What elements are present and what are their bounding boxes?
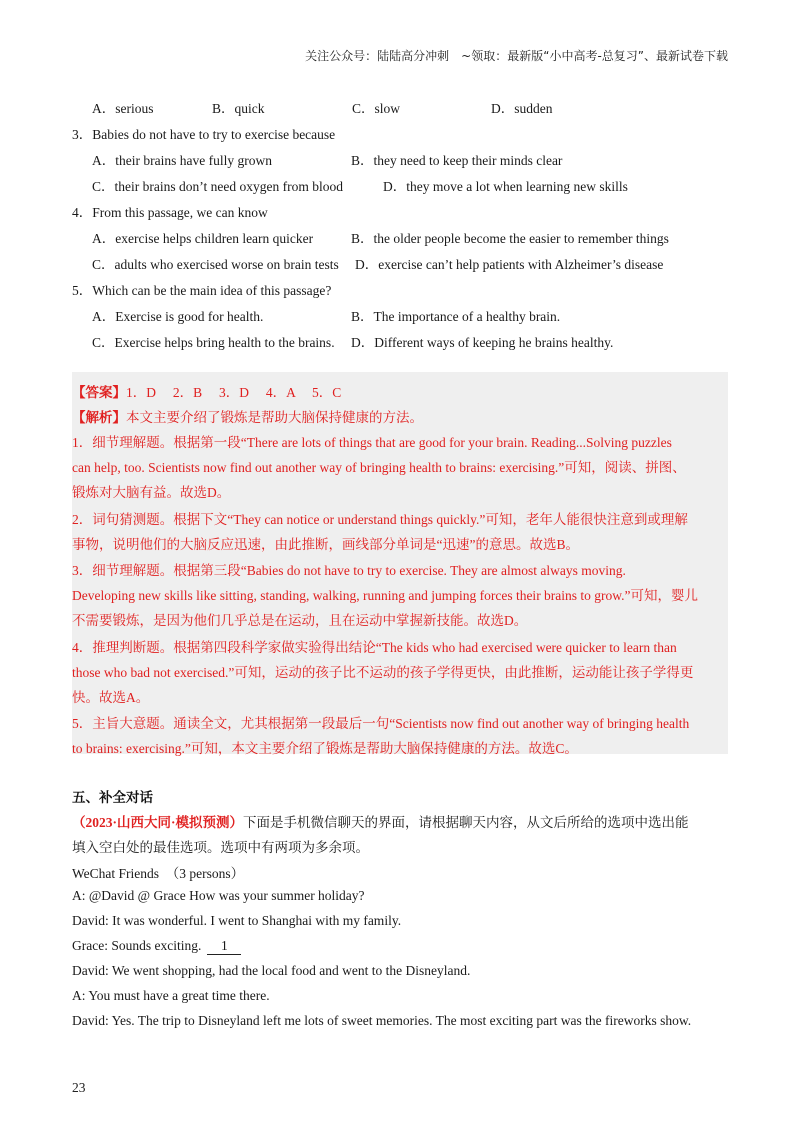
dialogue-line-4: David: We went shopping, had the local food and went to the Disneyland.	[72, 963, 471, 978]
q2-option-d: D．sudden	[491, 101, 553, 116]
q4-option-a: A．exercise helps children learn quicker	[92, 231, 314, 246]
q5-option-b: B．The importance of a healthy brain.	[351, 309, 561, 324]
dialogue-line-5: A: You must have a great time there.	[72, 988, 270, 1003]
q2-option-b: B．quick	[212, 101, 265, 116]
page-number: 23	[72, 1080, 86, 1095]
analysis-line-1: 1．细节理解题。根据第一段“There are lots of things that are good for your brain. Reading...Solving puzzles	[72, 435, 672, 450]
q3-option-c: C．their brains don’t need oxygen from blood	[92, 179, 343, 194]
analysis-line-4: 2．词句猜测题。根据下文“They can notice or understand things quickly.”可知，老年人能很快注意到或理解	[72, 512, 688, 527]
dialogue-line-2: David: It was wonderful. I went to Shanghai with my family.	[72, 913, 402, 928]
q3-option-d: D．they move a lot when learning new skills	[383, 179, 628, 194]
analysis-line-13: to brains: exercising.”可知，本文主要介绍了锻炼是帮助大脑保持健康的方法。故选C。	[72, 741, 578, 756]
q3-option-b: B．they need to keep their minds clear	[351, 153, 563, 168]
q4-option-c: C．adults who exercised worse on brain tests	[92, 257, 339, 272]
analysis-tag: 【解析】	[72, 410, 126, 425]
dialogue-line-1: A: @David @ Grace How was your summer holiday?	[72, 888, 365, 903]
analysis-line-9: 4．推理判断题。根据第四段科学家做实验得出结论“The kids who had exercised were quicker to learn than	[72, 640, 677, 655]
dialogue-line-3-text: Grace: Sounds exciting.	[72, 938, 202, 953]
analysis-line-8: 不需要锻炼，是因为他们几乎总是在运动，且在运动中掌握新技能。故选D。	[72, 613, 528, 628]
answer-line	[72, 381, 341, 401]
answer-text: 1．D 2．B 3．D 4．A 5．C	[126, 385, 342, 400]
section-instruction-1	[72, 811, 689, 831]
source-tag: （2023·山西大同·模拟预测）	[72, 815, 244, 830]
section-title: 五、补全对话	[72, 790, 153, 806]
analysis-line	[72, 406, 423, 426]
dialogue-line-6: David: Yes. The trip to Disneyland left me lots of sweet memories. The most exciting part was the fireworks show.	[72, 1013, 692, 1028]
answer-tag: 【答案】	[72, 385, 126, 400]
q4-stem: 4．From this passage, we can know	[72, 205, 268, 220]
analysis-line-12: 5．主旨大意题。通读全文，尤其根据第一段最后一句“Scientists now find out another way of bringing health	[72, 716, 690, 731]
analysis-line-3: 锻炼对大脑有益。故选D。	[72, 485, 231, 500]
analysis-line-5: 事物，说明他们的大脑反应迅速，由此推断，画线部分单词是“迅速”的意思。故选B。	[72, 537, 579, 552]
q4-option-d: D．exercise can’t help patients with Alzheimer’s disease	[355, 257, 664, 272]
page-header: 关注公众号：陆陆高分冲刺 ~领取：最新版“小中高考-总复习”、最新试卷下载	[305, 49, 728, 63]
answer-blank-1: 1	[207, 938, 241, 955]
q5-option-d: D．Different ways of keeping he brains healthy.	[351, 335, 614, 350]
instruction-text: 下面是手机微信聊天的界面，请根据聊天内容，从文后所给的选项中选出能	[243, 815, 689, 830]
analysis-line-10: those who bad not exercised.”可知，运动的孩子比不运动的孩子学得更快，由此推断，运动能让孩子学得更	[72, 665, 694, 680]
q5-option-a: A．Exercise is good for health.	[92, 309, 264, 324]
analysis-text: 本文主要介绍了锻炼是帮助大脑保持健康的方法。	[126, 410, 423, 425]
q3-stem: 3．Babies do not have to try to exercise because	[72, 127, 336, 142]
analysis-line-11: 快。故选A。	[72, 690, 150, 705]
section-instruction-2: 填入空白处的最佳选项。选项中有两项为多余项。	[72, 840, 369, 855]
q2-option-a: A．serious	[92, 101, 154, 116]
q5-stem: 5．Which can be the main idea of this passage?	[72, 283, 332, 298]
analysis-line-6: 3．细节理解题。根据第三段“Babies do not have to try to exercise. They are almost always moving.	[72, 563, 626, 578]
analysis-line-2: can help, too. Scientists now find out another way of bringing health to brains: exercising.”可知，阅读、拼图、	[72, 460, 686, 475]
dialogue-title: WeChat Friends （3 persons）	[72, 866, 245, 881]
dialogue-line-3	[72, 938, 241, 955]
q3-option-a: A．their brains have fully grown	[92, 153, 272, 168]
q4-option-b: B．the older people become the easier to remember things	[351, 231, 669, 246]
q5-option-c: C．Exercise helps bring health to the brains.	[92, 335, 335, 350]
q2-option-c: C．slow	[352, 101, 401, 116]
analysis-line-7: Developing new skills like sitting, standing, walking, running and jumping forces their brains to grow.”可知，婴儿	[72, 588, 699, 603]
